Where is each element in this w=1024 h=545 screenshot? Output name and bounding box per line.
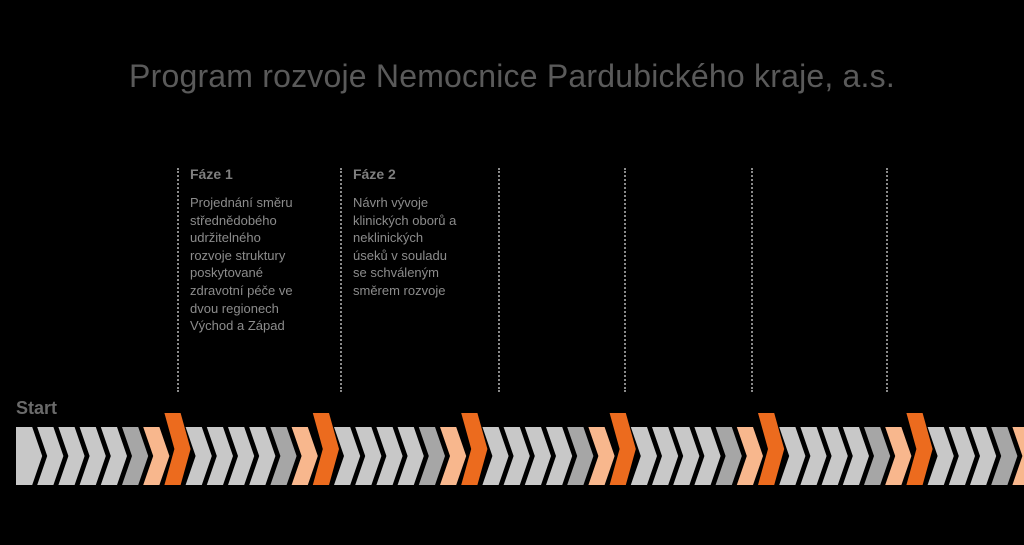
phase-divider [177,168,179,392]
chevron-accent [906,413,932,485]
chevron-accent [758,413,784,485]
chevron-accent [313,413,339,485]
chevron-accent [164,413,190,485]
phase-divider [624,168,626,392]
phase-divider [886,168,888,392]
phase-2-description: Návrh vývoje klinických oborů a neklinických úseků v souladu se schváleným směrem rozvoje [353,195,457,298]
chevron-accent [610,413,636,485]
chevron-light [928,427,954,485]
phase-divider [751,168,753,392]
phase-1-title: Fáze 1 [190,166,233,182]
phase-2 [353,166,503,300]
chevron-light [186,427,212,485]
page-title: Program rozvoje Nemocnice Pardubického kraje, a.s. [129,58,895,94]
chevron-accent [461,413,487,485]
phase-1-description: Projednání směru střednědobého udržitelného rozvoje struktury poskytované zdravotní péče ve dvou regionech Východ a Západ [190,195,293,334]
phase-1 [190,166,340,335]
phase-divider [340,168,342,392]
chevron-light [631,427,657,485]
chevron-light [482,427,508,485]
chevron-light [334,427,360,485]
chevron-timeline [0,405,1024,495]
chevron-light [16,427,42,485]
chevron-light [779,427,805,485]
start-label: Start [16,398,58,418]
phase-2-title: Fáze 2 [353,166,396,182]
